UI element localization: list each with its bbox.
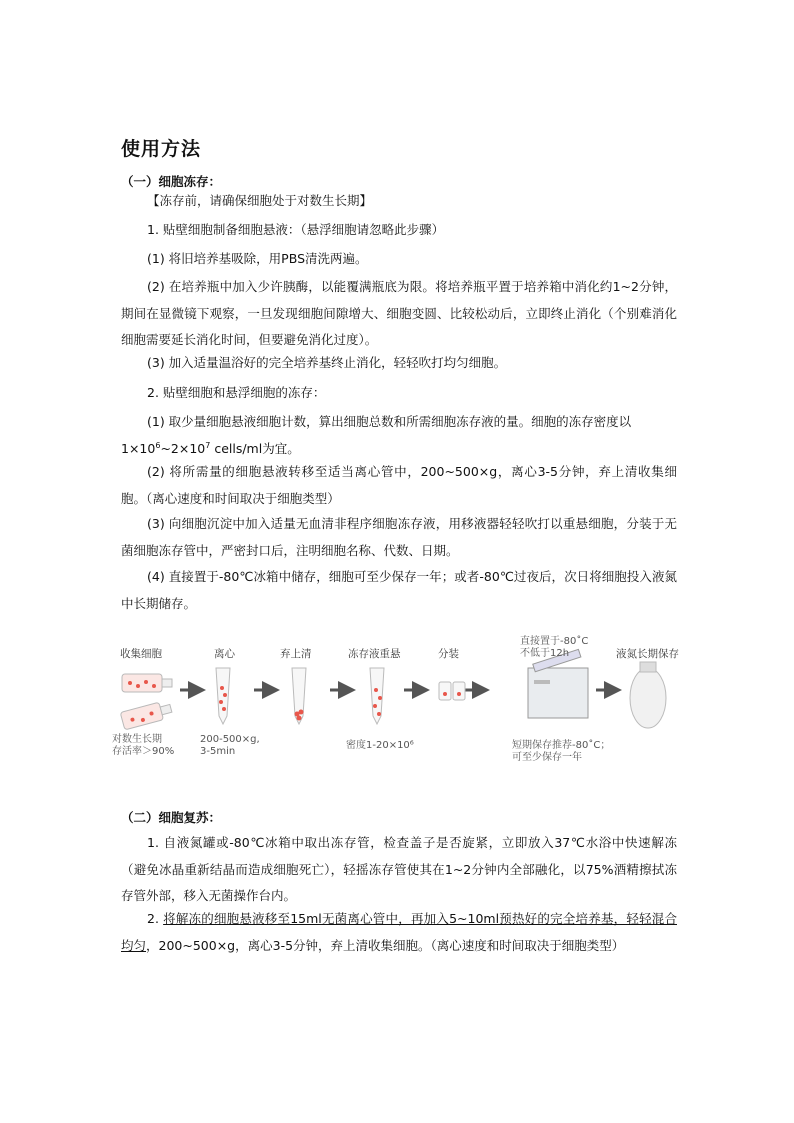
section-heading-revive: （二）细胞复苏：: [121, 810, 222, 825]
freeze-step2: 2. 贴壁细胞和悬浮细胞的冻存：: [147, 385, 326, 400]
pellet-tube-icon: [292, 668, 306, 724]
page-title: 使用方法: [121, 138, 202, 160]
flow-label-discard: 弃上清: [280, 648, 312, 660]
freeze-step1: 1. 贴壁细胞制备细胞悬液：（悬浮细胞请忽略此步骤）: [147, 222, 445, 237]
density-exp1: 6: [155, 440, 161, 450]
revive-step2-prefix: 2.: [147, 911, 164, 926]
density-unit: cells/ml为宜。: [210, 440, 300, 456]
freeze-step1-3: (3) 加入适量温浴好的完全培养基终止消化，轻轻吹打均匀细胞。: [147, 355, 507, 370]
freeze-step2-4: (4) 直接置于-80℃冰箱中储存，细胞可至少保存一年；或者-80℃过夜后，次日将细胞投入液氮中长期储存。: [121, 569, 677, 611]
revive-step2: [121, 906, 677, 959]
freeze-flow-diagram: [108, 628, 708, 778]
flow-note-log-phase: 对数生长期 存活率＞90%: [112, 734, 175, 757]
freeze-step2-3: (3) 向细胞沉淀中加入适量无血清非程序细胞冻存液，用移液器轻轻吹打以重悬细胞，分装于无菌细胞冻存管中，严密封口后，注明细胞名称、代数、日期。: [121, 516, 677, 558]
density-base1: 1×10: [121, 440, 156, 456]
density-base2: ~2×10: [160, 440, 206, 456]
flow-label-ln2: 液氮长期保存: [616, 648, 679, 660]
culture-flask-icon: [122, 674, 172, 692]
culture-flask-tilted-icon: [120, 700, 173, 730]
cryovial-icon: [439, 682, 465, 700]
revive-step2-rest: ，200~500×g，离心3-5分钟，弃上清收集细胞。（离心速度和时间取决于细胞类型）: [146, 937, 625, 953]
flow-note-short-term: 短期保存推荐-80˚C； 可至少保存一年: [512, 740, 611, 763]
liquid-nitrogen-tank-icon: [630, 662, 666, 728]
density-exp2: 7: [205, 440, 211, 450]
flow-note-speed: 200-500×g, 3-5min: [200, 734, 260, 757]
revive-step2-underlined: 将解冻的细胞悬液移至15ml无菌离心管中，再加入5~10ml预热好的完全培养基，轻轻混合均匀: [121, 911, 677, 953]
resuspend-tube-icon: [370, 668, 384, 724]
centrifuge-tube-icon: [216, 668, 230, 724]
flow-note-density: 密度1-20×10⁶: [346, 740, 414, 751]
freeze-step2-2: (2) 将所需量的细胞悬液转移至适当离心管中，200~500×g，离心3-5分钟，弃上清收集细胞。（离心速度和时间取决于细胞类型）: [121, 464, 677, 506]
section-heading-freeze: （一）细胞冻存：: [121, 174, 222, 189]
freeze-step2-1: [121, 409, 677, 462]
flow-label-centrifuge: 离心: [214, 648, 235, 660]
freeze-step2-1-text: (1) 取少量细胞悬液细胞计数，算出细胞总数和所需细胞冻存液的量。细胞的冻存密度以: [147, 414, 632, 429]
flow-label-freezer: 直接置于-80˚C 不低于12h: [520, 636, 589, 659]
revive-step1: 1. 自液氮罐或-80℃冰箱中取出冻存管，检查盖子是否旋紧，立即放入37℃水浴中快速解冻（避免冰晶重新结晶而造成细胞死亡），轻摇冻存管使其在1~2分钟内全部融化，以75%酒精擦拭冻存管外部，移入无菌操作台内。: [121, 835, 677, 903]
flow-label-aliquot: 分装: [438, 648, 459, 660]
flow-label-resuspend: 冻存液重悬: [348, 648, 401, 660]
freeze-step1-1: (1) 将旧培养基吸除，用PBS清洗两遍。: [147, 251, 368, 266]
flow-label-collect: 收集细胞: [120, 648, 162, 660]
freeze-step1-2: (2) 在培养瓶中加入少许胰酶，以能覆满瓶底为限。将培养瓶平置于培养箱中消化约1~2分钟，期间在显微镜下观察，一旦发现细胞间隙增大、细胞变圆、比较松动后，立即终止消化（个别难消化细胞需要延长消化时间，但要避免消化过度）。: [121, 279, 677, 347]
freeze-note: 【冻存前，请确保细胞处于对数生长期】: [147, 193, 373, 208]
